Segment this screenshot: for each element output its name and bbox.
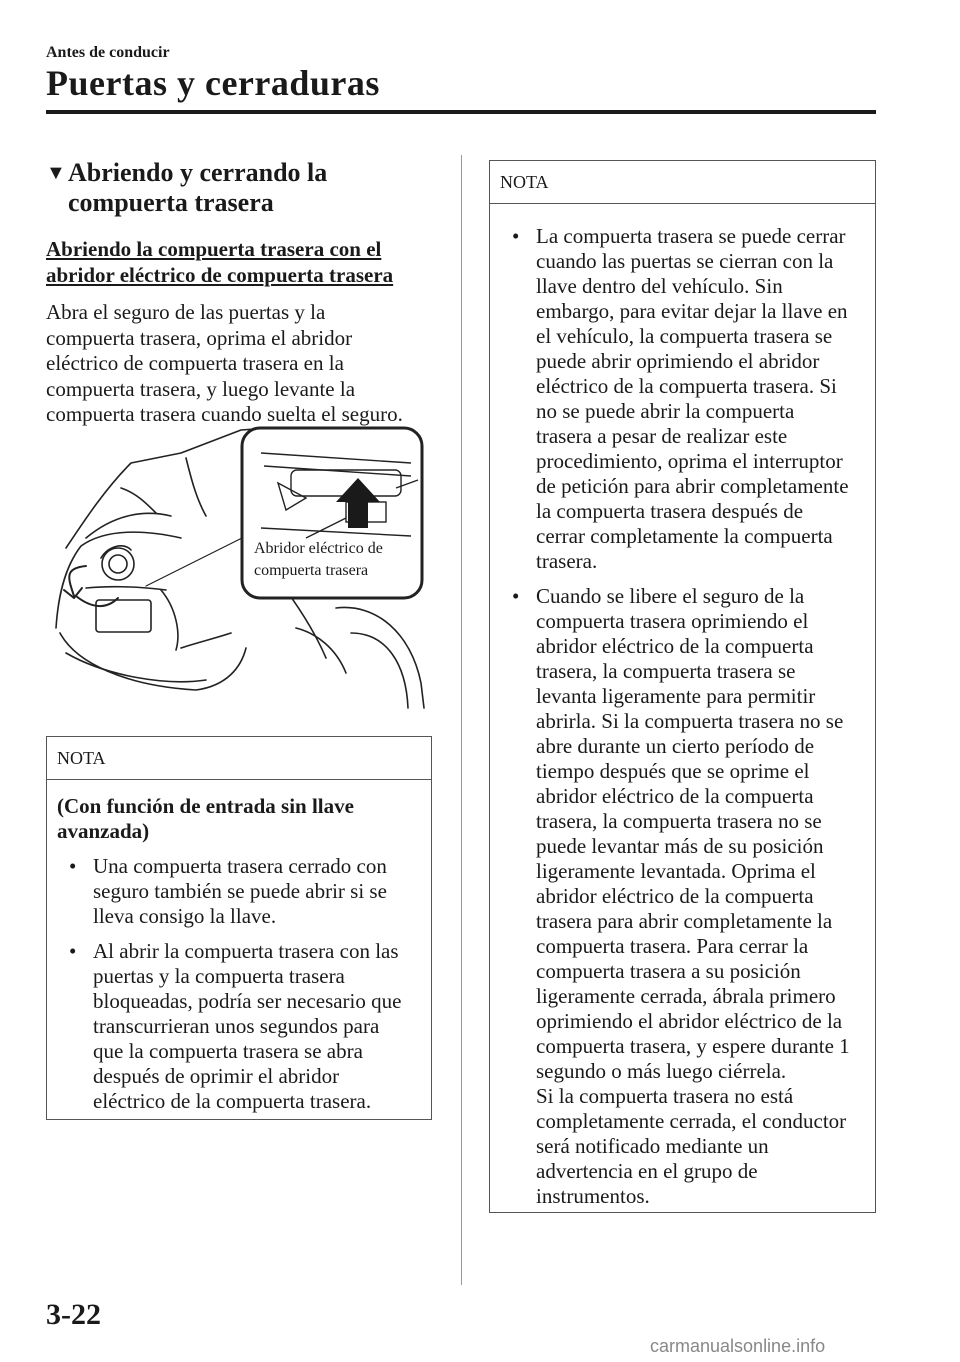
callout-label bbox=[254, 538, 424, 582]
section-heading bbox=[46, 158, 436, 218]
bullet-line: abre durante un cierto período de bbox=[536, 734, 815, 758]
bullet-line: seguro también se puede abrir si se bbox=[93, 879, 387, 903]
body-line: compuerta trasera, y luego levante la bbox=[46, 376, 356, 401]
note-bullet bbox=[500, 224, 865, 574]
bullet-line: bloqueadas, podría ser necesario que bbox=[93, 989, 402, 1013]
bullet-line: no se puede abrir la compuerta bbox=[536, 399, 795, 423]
bullet-line: trasera para abrir completamente la bbox=[536, 909, 833, 933]
bullet-line: cerrar completamente la compuerta bbox=[536, 524, 833, 548]
heading-line: compuerta trasera bbox=[68, 188, 274, 217]
note-subtitle bbox=[57, 794, 421, 844]
bullet-icon: • bbox=[69, 854, 77, 878]
bullet-line: embargo, para evitar dejar la llave en bbox=[536, 299, 848, 323]
bullet-line: eléctrico de la compuerta trasera. Si bbox=[536, 374, 837, 398]
bullet-line: compuerta trasera, y espere durante 1 bbox=[536, 1034, 850, 1058]
watermark: carmanualsonline.info bbox=[650, 1336, 826, 1356]
bullet-line: trasera, la compuerta trasera no se bbox=[536, 809, 822, 833]
note-box bbox=[46, 736, 432, 1120]
body-line: compuerta trasera cuando suelta el seguro. bbox=[46, 402, 403, 426]
bullet-line: abridor eléctrico de la compuerta bbox=[536, 884, 814, 908]
note-title: NOTA bbox=[490, 161, 875, 204]
subheading-line: Abriendo la compuerta trasera con el bbox=[46, 237, 382, 261]
bullet-line: será notificado mediante un bbox=[536, 1134, 769, 1158]
note-title: NOTA bbox=[47, 737, 431, 780]
bullet-icon: • bbox=[512, 224, 520, 248]
bullet-line: puede abrir oprimiendo el abridor bbox=[536, 349, 820, 373]
bullet-line: Si la compuerta trasera no está bbox=[536, 1084, 794, 1108]
bullet-line: de petición para abrir completamente bbox=[536, 474, 849, 498]
bullet-line: completamente cerrada, el conductor bbox=[536, 1109, 847, 1133]
section-label: Antes de conducir bbox=[46, 44, 170, 61]
bullet-line: llave dentro del vehículo. Sin bbox=[536, 274, 783, 298]
bullet-line: levanta ligeramente para permitir bbox=[536, 684, 816, 708]
subheading-line: abridor eléctrico de compuerta trasera bbox=[46, 263, 394, 287]
bullet-line: compuerta trasera. Para cerrar la bbox=[536, 934, 809, 958]
note-bullet bbox=[57, 854, 421, 929]
bullet-line: puede levantar más de su posición bbox=[536, 834, 824, 858]
bullet-line: que la compuerta trasera se abra bbox=[93, 1039, 363, 1063]
bullet-line: trasera, la compuerta trasera se bbox=[536, 659, 796, 683]
bullet-line: transcurrieran unos segundos para bbox=[93, 1014, 380, 1038]
bullet-line: abrirla. Si la compuerta trasera no se bbox=[536, 709, 844, 733]
bullet-line: abridor eléctrico de la compuerta bbox=[536, 634, 814, 658]
body-line: eléctrico de compuerta trasera en la bbox=[46, 351, 344, 375]
heading-line: Abriendo y cerrando la bbox=[68, 158, 328, 187]
bullet-line: después de oprimir el abridor bbox=[93, 1064, 340, 1088]
bullet-line: Cuando se libere el seguro de la bbox=[536, 584, 805, 608]
body-paragraph bbox=[46, 300, 436, 428]
bullet-line: advertencia en el grupo de bbox=[536, 1159, 758, 1183]
bullet-line: Una compuerta trasera cerrado con bbox=[93, 854, 387, 878]
bullet-line: abridor eléctrico de la compuerta bbox=[536, 784, 814, 808]
note-body bbox=[490, 204, 875, 1223]
page-title: Puertas y cerraduras bbox=[46, 63, 380, 103]
bullet-line: tiempo después que se oprime el bbox=[536, 759, 810, 783]
bullet-line: puertas y la compuerta trasera bbox=[93, 964, 345, 988]
callout-line: compuerta trasera bbox=[254, 562, 369, 579]
subheading bbox=[46, 236, 436, 288]
bullet-line: compuerta trasera oprimiendo el bbox=[536, 609, 809, 633]
triangle-down-icon: ▼ bbox=[46, 162, 66, 184]
bullet-line: trasera a pesar de realizar este bbox=[536, 424, 788, 448]
bullet-line: eléctrico de la compuerta trasera. bbox=[93, 1089, 372, 1113]
bullet-line: oprimiendo el abridor eléctrico de la bbox=[536, 1009, 843, 1033]
header-divider bbox=[46, 110, 876, 114]
bullet-icon: • bbox=[69, 939, 77, 963]
bullet-line: trasera. bbox=[536, 549, 598, 573]
bullet-line: compuerta trasera a su posición bbox=[536, 959, 801, 983]
bullet-line: ligeramente cerrada, ábrala primero bbox=[536, 984, 836, 1008]
bullet-line: lleva consigo la llave. bbox=[93, 904, 277, 928]
bullet-line: segundo o más luego ciérrela. bbox=[536, 1059, 787, 1083]
column-divider bbox=[461, 155, 462, 1285]
note-bullet bbox=[57, 939, 421, 1114]
callout-line: Abridor eléctrico de bbox=[254, 540, 383, 557]
page-number: 3-22 bbox=[46, 1298, 101, 1331]
bullet-line: La compuerta trasera se puede cerrar bbox=[536, 224, 846, 248]
body-line: compuerta trasera, oprima el abridor bbox=[46, 325, 353, 350]
note-bullet bbox=[500, 584, 865, 1209]
body-line: Abra el seguro de las puertas y la bbox=[46, 300, 326, 324]
left-column bbox=[46, 158, 436, 428]
bullet-line: ligeramente levantada. Oprima el bbox=[536, 859, 816, 883]
bullet-line: la compuerta trasera después de bbox=[536, 499, 804, 523]
note-box bbox=[489, 160, 876, 1213]
note-body bbox=[47, 780, 431, 1128]
bullet-icon: • bbox=[512, 584, 520, 608]
bullet-line: procedimiento, oprima el interruptor bbox=[536, 449, 843, 473]
note-subtitle-line: (Con función de entrada sin llave bbox=[57, 794, 354, 818]
bullet-line: instrumentos. bbox=[536, 1184, 650, 1208]
bullet-line: cuando las puertas se cierran con la bbox=[536, 249, 834, 273]
bullet-line: Al abrir la compuerta trasera con las bbox=[93, 939, 399, 963]
bullet-line: el vehículo, la compuerta trasera se bbox=[536, 324, 833, 348]
note-subtitle-line: avanzada) bbox=[57, 819, 150, 843]
